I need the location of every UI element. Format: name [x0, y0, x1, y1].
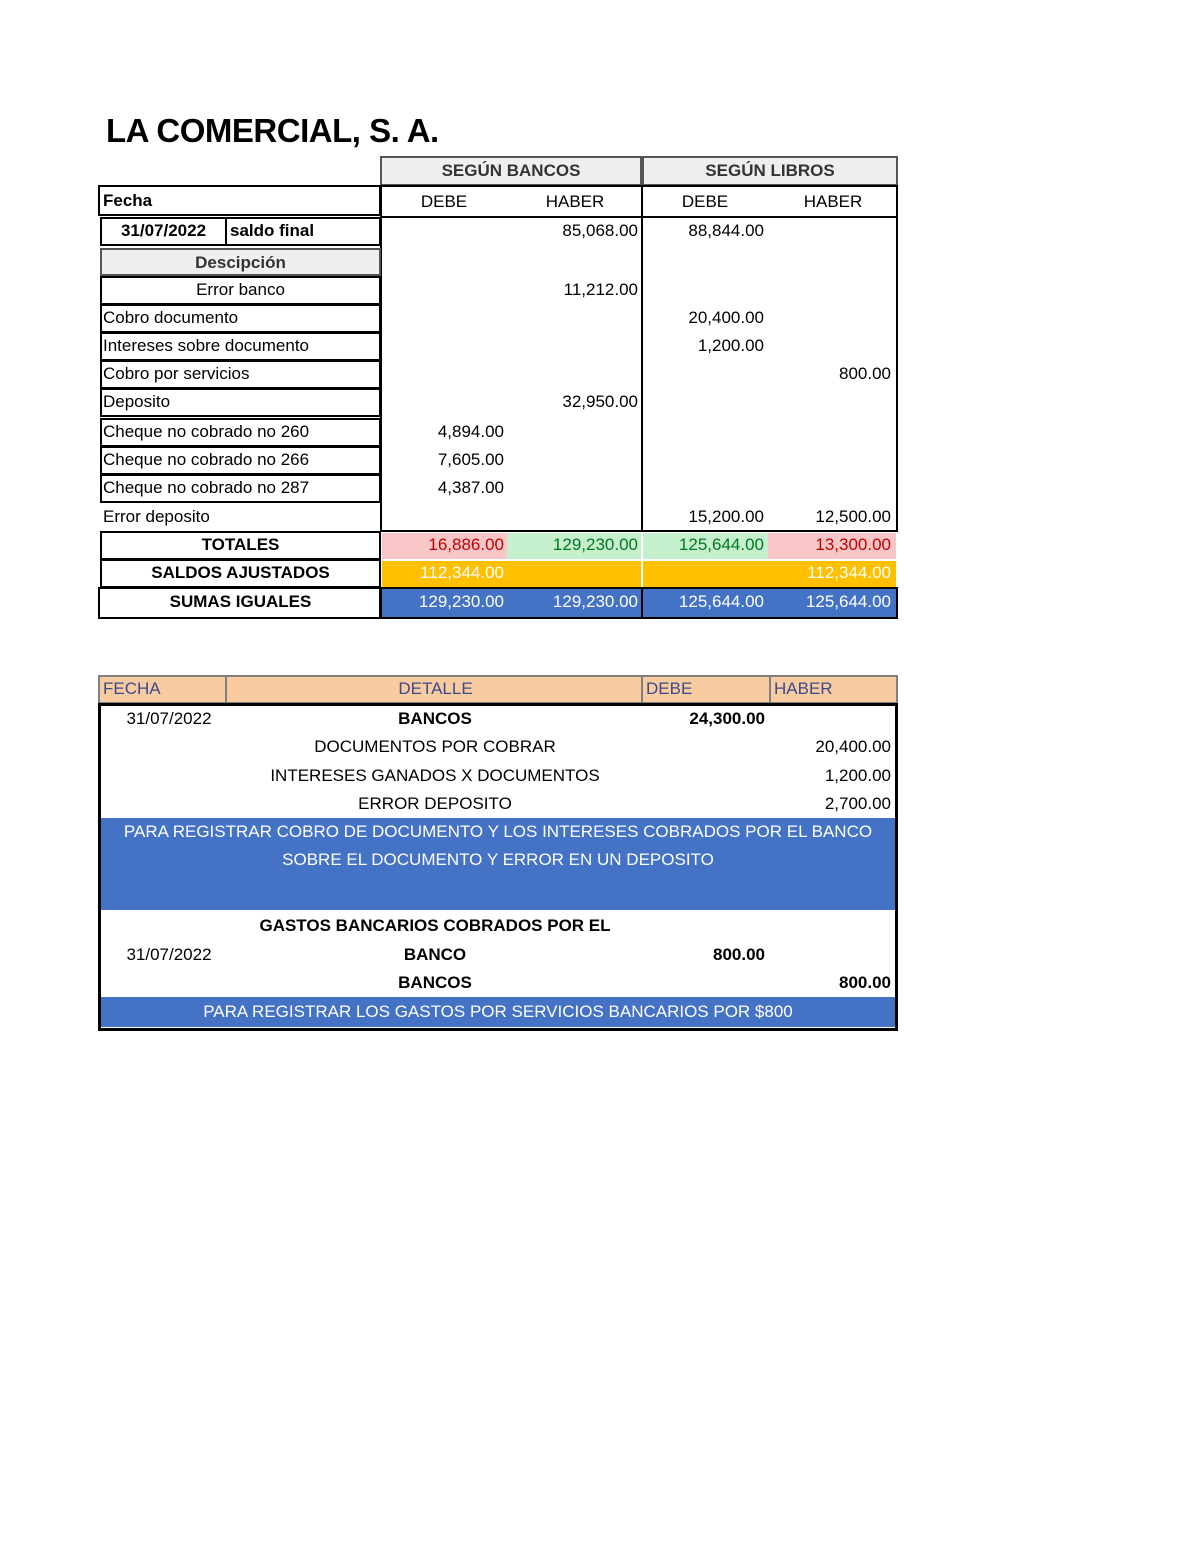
entry2-debit-amount: 800.00: [713, 945, 765, 964]
row-libros-debe: 1,200.00: [697, 336, 764, 355]
totales-bancos-debe: 16,886.00: [428, 535, 504, 554]
entry1-credit-amount: 1,200.00: [824, 766, 891, 785]
saldo-label: saldo final: [230, 221, 315, 240]
sumas-bancos-haber: 129,230.00: [552, 592, 638, 611]
row-label: Error banco: [196, 280, 285, 299]
sumas-label: SUMAS IGUALES: [169, 592, 312, 611]
saldo-bancos-haber: 85,068.00: [562, 221, 638, 240]
entry1-credit-account: ERROR DEPOSITO: [358, 794, 512, 813]
row-label: Deposito: [103, 392, 171, 411]
sumas-bancos-debe: 129,230.00: [418, 592, 504, 611]
row-libros-debe: 15,200.00: [688, 507, 764, 526]
row-label: Cobro por servicios: [103, 364, 250, 383]
row-libros-debe: 20,400.00: [688, 308, 764, 327]
row-bancos-haber: 11,212.00: [563, 280, 638, 299]
journal-fecha-header: FECHA: [98, 675, 227, 704]
entry1-debit-amount: 24,300.00: [689, 709, 765, 728]
entry1-note-line1: PARA REGISTRAR COBRO DE DOCUMENTO Y LOS INTERESES COBRADOS POR EL BANCO: [123, 822, 873, 841]
fecha-header: Fecha: [103, 191, 153, 210]
entry2-date: 31/07/2022: [126, 945, 212, 964]
sumas-libros-haber: 125,644.00: [805, 592, 891, 611]
header-segun-libros: SEGÚN LIBROS: [642, 156, 898, 186]
entry1-note-line2: SOBRE EL DOCUMENTO Y ERROR EN UN DEPOSITO: [282, 850, 714, 869]
row-label: Error deposito: [103, 507, 210, 526]
entry1-note-banner: [101, 818, 895, 910]
totales-bancos-haber: 129,230.00: [552, 535, 638, 554]
row-libros-haber: 800.00: [839, 364, 891, 383]
totales-libros-haber: 13,300.00: [815, 535, 891, 554]
entry1-date: 31/07/2022: [126, 709, 212, 728]
sumas-libros-debe: 125,644.00: [678, 592, 764, 611]
row-label: Cobro documento: [103, 308, 239, 327]
descripcion-header: Descipción: [100, 248, 381, 276]
saldos-label: SALDOS AJUSTADOS: [151, 563, 330, 582]
bancos-haber-header: HABER: [545, 192, 605, 211]
entry2-note-banner: PARA REGISTRAR LOS GASTOS POR SERVICIOS BANCARIOS POR $800: [101, 997, 895, 1027]
saldo-libros-debe: 88,844.00: [688, 221, 764, 240]
entry1-credit-account: DOCUMENTOS POR COBRAR: [314, 737, 556, 756]
entry1-debit-account: BANCOS: [398, 709, 472, 728]
row-label: Cheque no cobrado no 287: [103, 478, 310, 497]
saldos-libros-haber: 112,344.00: [807, 563, 891, 582]
page-title: LA COMERCIAL, S. A.: [106, 112, 439, 149]
libros-haber-header: HABER: [803, 192, 863, 211]
totales-label: TOTALES: [201, 535, 280, 554]
entry1-credit-amount: 20,400.00: [815, 737, 891, 756]
entry2-debit-account-line2: BANCO: [403, 945, 467, 964]
entry2-debit-account-line1: GASTOS BANCARIOS COBRADOS POR EL: [259, 916, 611, 935]
journal-debe-header: DEBE: [641, 675, 771, 704]
row-bancos-haber: 32,950.00: [562, 392, 638, 411]
entry2-credit-amount: 800.00: [839, 973, 891, 992]
journal-haber-header: HABER: [769, 675, 898, 704]
date-value: 31/07/2022: [120, 221, 207, 240]
journal-detalle-header: DETALLE: [225, 675, 643, 704]
row-bancos-debe: 4,387.00: [437, 478, 504, 497]
libros-debe-header: DEBE: [681, 192, 729, 211]
saldos-bancos-debe: 112,344.00: [420, 563, 504, 582]
row-libros-haber: 12,500.00: [815, 507, 891, 526]
row-label: Cheque no cobrado no 266: [103, 450, 310, 469]
entry2-credit-account: BANCOS: [398, 973, 472, 992]
bancos-debe-header: DEBE: [420, 192, 468, 211]
entry1-credit-amount: 2,700.00: [824, 794, 891, 813]
entry1-credit-account: INTERESES GANADOS X DOCUMENTOS: [270, 766, 600, 785]
row-bancos-debe: 7,605.00: [437, 450, 504, 469]
row-label: Cheque no cobrado no 260: [103, 422, 310, 441]
row-label: Intereses sobre documento: [103, 336, 310, 355]
header-segun-bancos: SEGÚN BANCOS: [380, 156, 642, 186]
row-bancos-debe: 4,894.00: [437, 422, 504, 441]
totales-libros-debe: 125,644.00: [678, 535, 764, 554]
